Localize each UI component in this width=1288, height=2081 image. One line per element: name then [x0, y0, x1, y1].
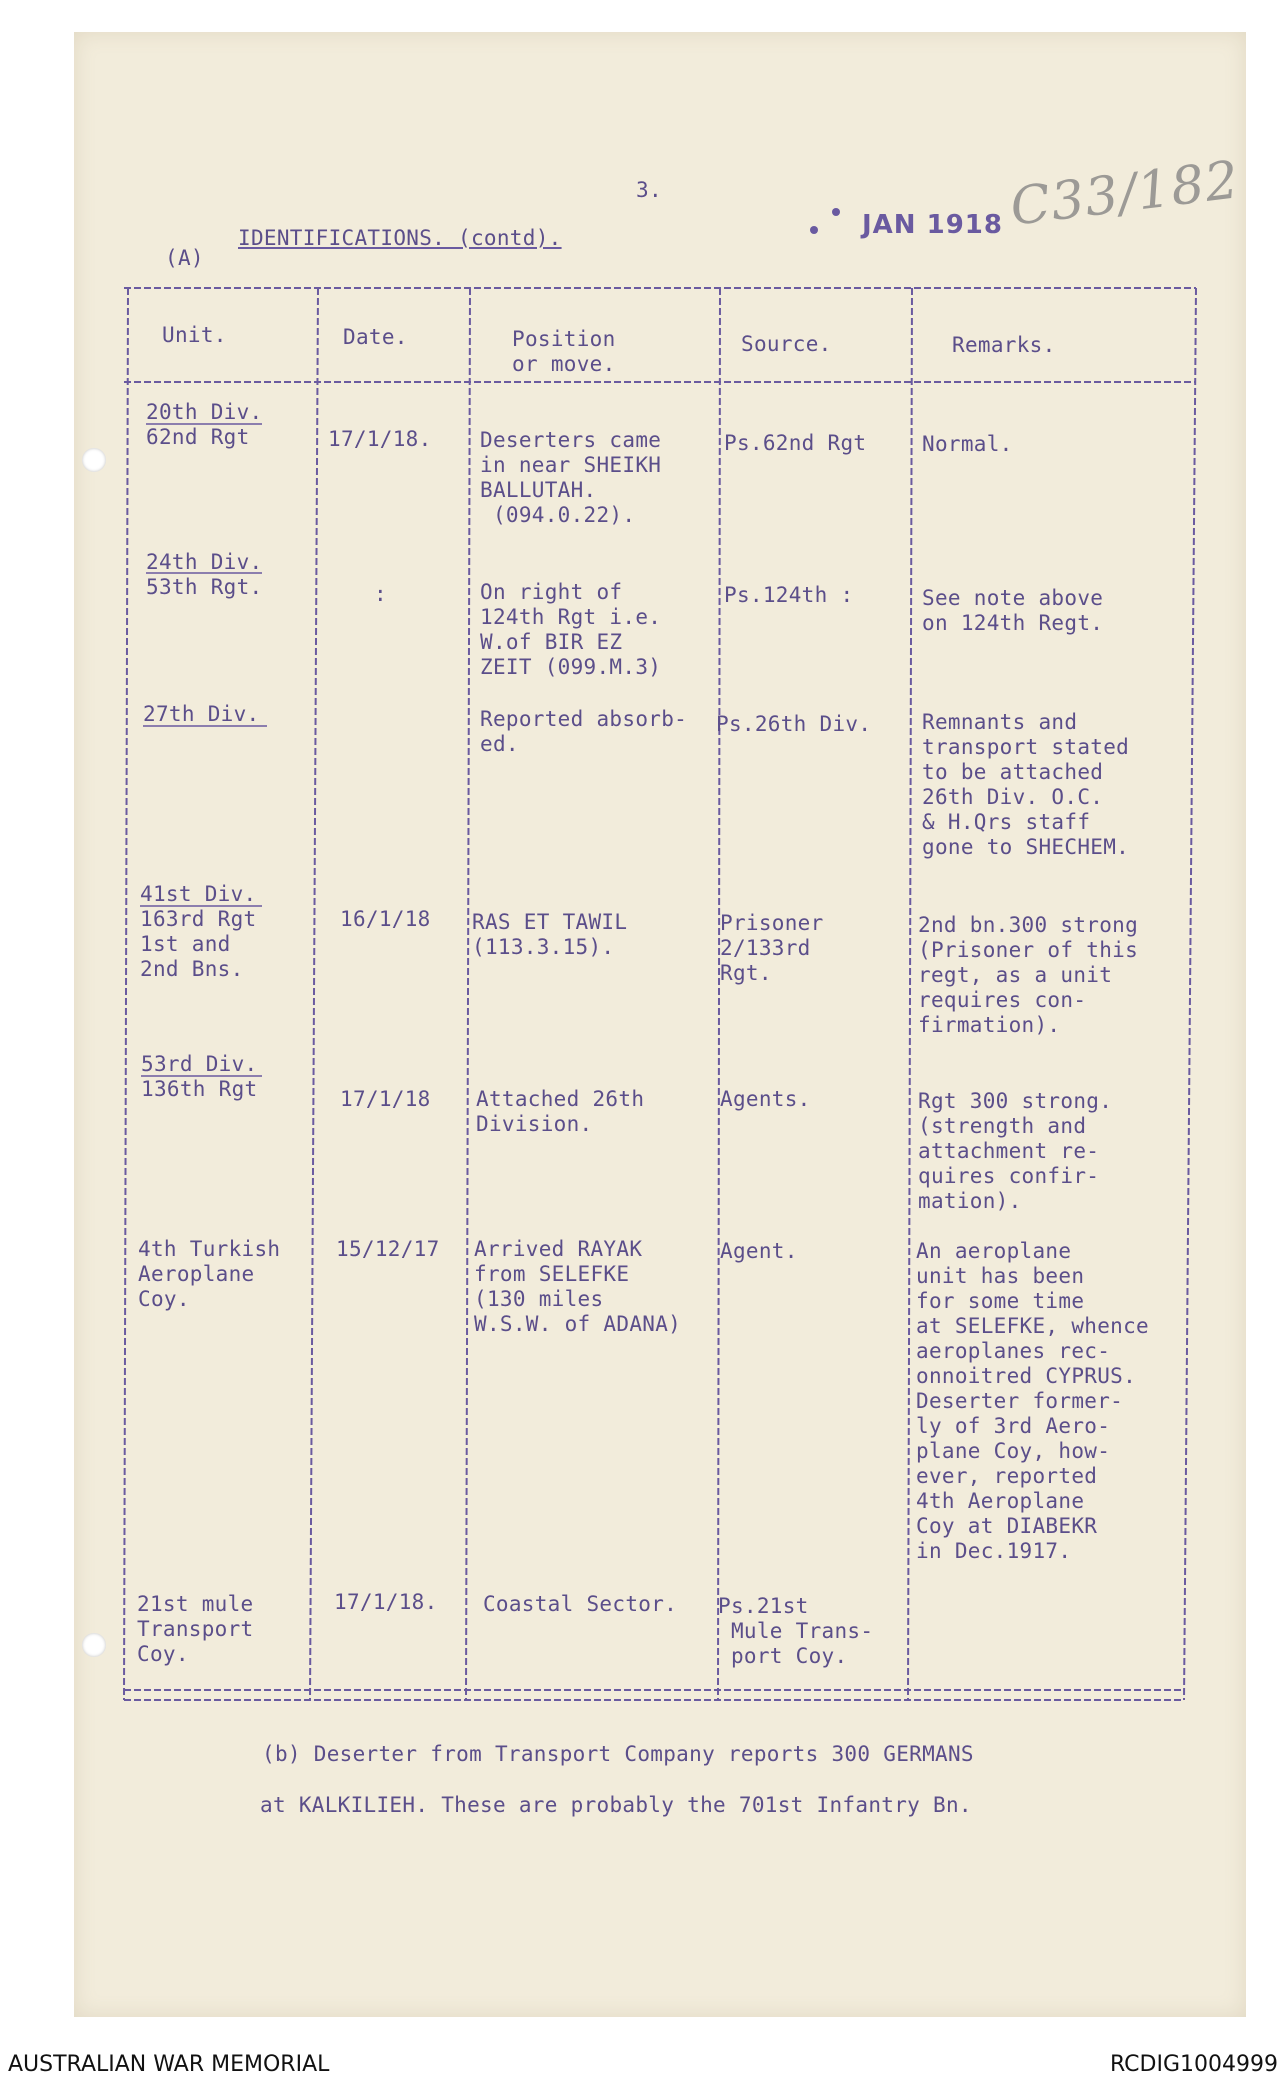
cell-source: Prisoner 2/133rd Rgt. [720, 911, 824, 985]
cell-date: 15/12/17 [336, 1237, 440, 1261]
cell-position: Arrived RAYAK from SELEFKE (130 miles W.S.W. of ADANA) [474, 1237, 682, 1336]
column-header-position: Position or move. [512, 327, 616, 376]
footer-institution: AUSTRALIAN WAR MEMORIAL [8, 2052, 330, 2077]
page-number: 3. [636, 178, 662, 202]
cell-source: Agent. [720, 1239, 798, 1263]
cell-position: Coastal Sector. [470, 1592, 678, 1616]
cell-unit: 24th Div. 53th Rgt. [146, 550, 263, 599]
cell-date: : [374, 582, 387, 606]
column-header-remarks: Remarks. [952, 333, 1056, 357]
cell-unit: 41st Div. 163rd Rgt 1st and 2nd Bns. [140, 882, 257, 981]
cell-position: Reported absorb- ed. [480, 707, 688, 756]
cell-unit: 21st mule Transport Coy. [137, 1592, 254, 1666]
cell-source: Ps.21st Mule Trans- port Coy. [718, 1594, 874, 1668]
cell-unit: 4th Turkish Aeroplane Coy. [138, 1237, 281, 1311]
cell-unit: 27th Div. [143, 702, 260, 726]
cell-remarks: Normal. [922, 432, 1013, 456]
note-b-line-1: (b) Deserter from Transport Company reports 300 GERMANS [262, 1742, 974, 1766]
cell-remarks: An aeroplane unit has been for some time at SELEFKE, whence aeroplanes rec- onnoitred CYPRUS. Deserter former- ly of 3rd Aero- plane Coy, how- ever, reported 4th Aeroplane Coy at DIABEKR in Dec.1917. [916, 1239, 1149, 1563]
date-stamp: JAN 1918 [862, 210, 1003, 240]
column-header-source: Source. [741, 332, 832, 356]
cell-position: On right of 124th Rgt i.e. W.of BIR EZ ZEIT (099.M.3) [480, 580, 662, 679]
cell-unit: 53rd Div. 136th Rgt [141, 1052, 258, 1101]
footer-identifier: RCDIG1004999 [1109, 2052, 1278, 2077]
cell-remarks: See note above on 124th Regt. [922, 586, 1104, 635]
cell-source: Ps.26th Div. [716, 712, 872, 736]
cell-date: 17/1/18 [340, 1087, 431, 1111]
cell-position: Deserters came in near SHEIKH BALLUTAH. (094.0.22). [480, 428, 662, 527]
section-heading: IDENTIFICATIONS. (contd). [238, 226, 562, 250]
cell-source: Ps.62nd Rgt [724, 431, 867, 455]
cell-remarks: Remnants and transport stated to be attached 26th Div. O.C. & H.Qrs staff gone to SHECHEM. [922, 710, 1130, 859]
handwritten-reference: C33/182 [1007, 150, 1243, 238]
note-b-line-2: at KALKILIEH. These are probably the 701st Infantry Bn. [260, 1793, 972, 1817]
cell-position: RAS ET TAWIL (113.3.15). [472, 910, 628, 959]
cell-source: Agents. [720, 1087, 811, 1111]
cell-position: Attached 26th Division. [476, 1087, 645, 1136]
column-header-unit: Unit. [162, 323, 227, 347]
cell-date: 17/1/18. [328, 427, 432, 451]
section-marker: (A) [165, 246, 204, 270]
cell-source: Ps.124th : [724, 583, 854, 607]
cell-remarks: Rgt 300 strong. (strength and attachment re- quires confir- mation). [918, 1089, 1113, 1213]
cell-date: 17/1/18. [334, 1590, 438, 1614]
column-header-date: Date. [343, 325, 408, 349]
cell-date: 16/1/18 [340, 907, 431, 931]
cell-remarks: 2nd bn.300 strong (Prisoner of this regt, as a unit requires con- firmation). [918, 913, 1139, 1037]
cell-unit: 20th Div. 62nd Rgt [146, 400, 263, 449]
